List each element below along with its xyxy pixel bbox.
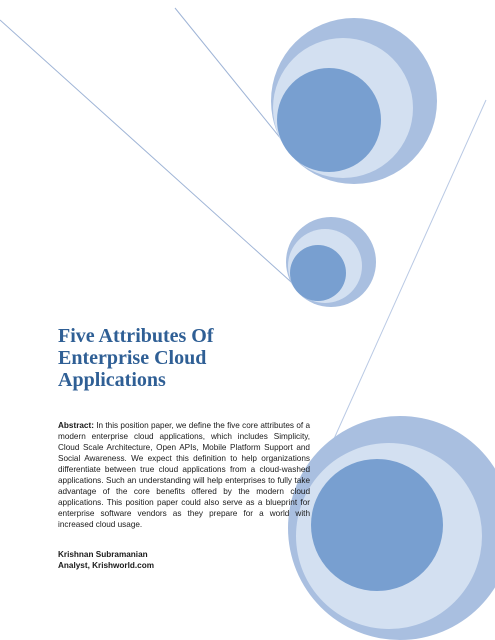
author-block: [58, 549, 154, 571]
author-affiliation: Analyst, Krishworld.com: [58, 561, 154, 570]
large-circle-inner: [277, 68, 381, 172]
bottom-circle-inner: [311, 459, 443, 591]
bottom-circle-group: [288, 416, 495, 640]
author-name: Krishnan Subramanian: [58, 550, 148, 559]
title-line: Applications: [58, 369, 166, 391]
small-circle-inner: [290, 245, 346, 301]
abstract-text: In this position paper, we define the five core attributes of a modern enterprise cloud applications, which includes Simplicity, Cloud Scale Architecture, Open APIs, Mobile Platform Support and Social Awareness. We expect this definition to help organizations differentiate between true cloud applications from a cloud-washed applications. Such an understanding will help enterprises to fully take advantage of the core benefits offered by the modern cloud applications. This position paper could also serve as a blueprint for enterprise software vendors as they prepare for a world with increased cloud usage.: [58, 421, 310, 529]
abstract-label: Abstract:: [58, 421, 94, 430]
document-title: [58, 325, 358, 391]
large-circle-group: [271, 18, 437, 184]
title-line: Enterprise Cloud: [58, 347, 207, 369]
diagonal-line-top: [175, 8, 290, 150]
diagonal-line-left: [0, 20, 300, 290]
small-circle-group: [286, 217, 376, 307]
title-line: Five Attributes Of: [58, 325, 214, 347]
abstract-paragraph: [58, 420, 310, 530]
